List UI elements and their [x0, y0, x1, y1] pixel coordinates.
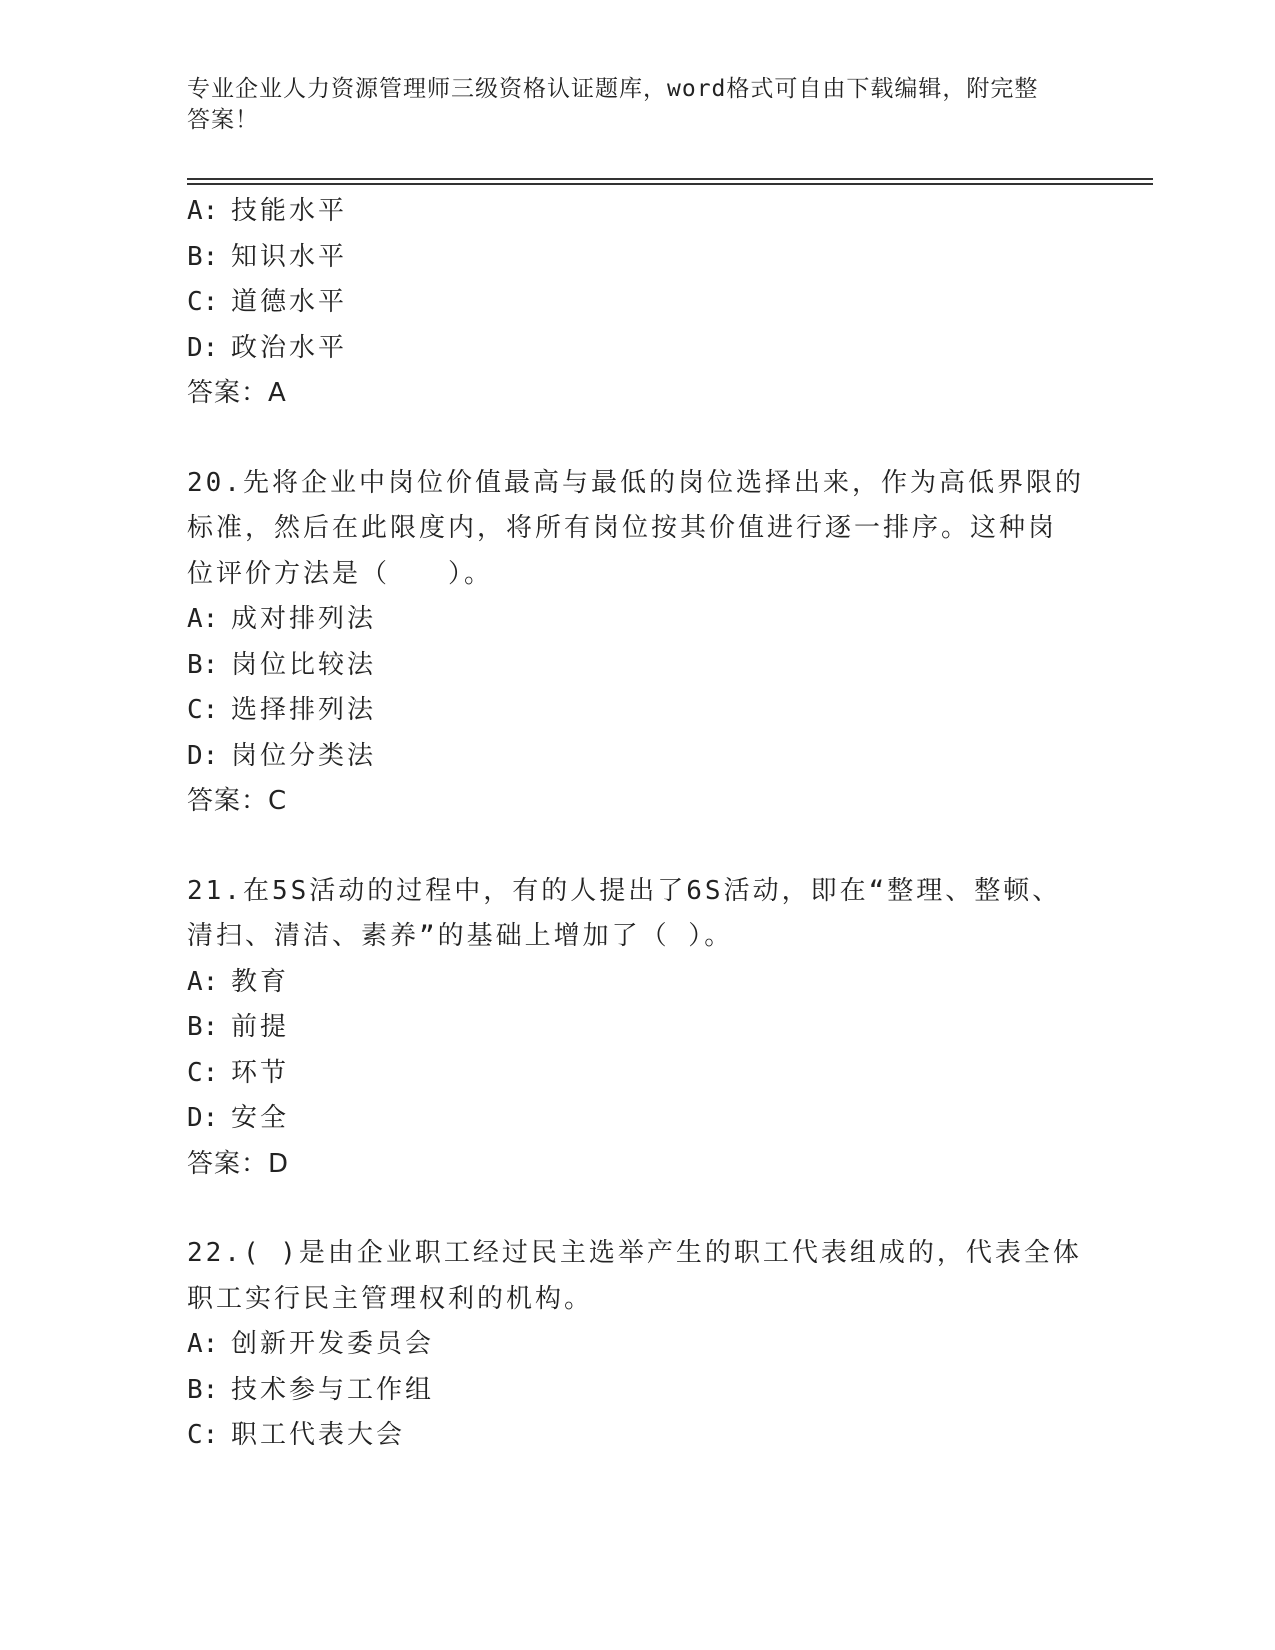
option-d: D: 政治水平 [187, 332, 348, 363]
question-19 [187, 189, 1087, 417]
answer: 答案：D [187, 1148, 290, 1179]
question-20 [187, 461, 1087, 825]
option-b: B: 前提 [187, 1012, 290, 1042]
question-text-line: 标准，然后在此限度内，将所有岗位按其价值进行逐一排序。这种岗 [187, 513, 1058, 543]
header-rule-top [187, 178, 1153, 180]
option-d: D: 岗位分类法 [187, 740, 377, 771]
question-text-line: 职工实行民主管理权利的机构。 [187, 1283, 594, 1314]
option-d: D: 安全 [187, 1103, 290, 1133]
question-22 [187, 1231, 1087, 1459]
answer: 答案：C [187, 786, 288, 816]
option-c: C: 职工代表大会 [187, 1420, 406, 1450]
question-text-line: 位评价方法是（ ）。 [187, 558, 494, 589]
option-a: A: 教育 [187, 966, 290, 997]
option-a: A: 创新开发委员会 [187, 1329, 435, 1359]
question-list [187, 189, 1087, 1459]
option-b: B: 岗位比较法 [187, 649, 377, 680]
header-line-2: 答案！ [187, 107, 259, 133]
option-a: A: 成对排列法 [187, 604, 377, 634]
question-21 [187, 869, 1087, 1188]
header-line-1: 专业企业人力资源管理师三级资格认证题库，word格式可自由下载编辑，附完整 [187, 76, 1039, 102]
option-c: C: 环节 [187, 1057, 290, 1088]
option-b: B: 技术参与工作组 [187, 1374, 435, 1405]
option-c: C: 选择排列法 [187, 695, 377, 725]
header-rule-bottom [187, 183, 1153, 185]
question-text-line: 21.在5S活动的过程中，有的人提出了6S活动，即在“整理、整顿、 [187, 875, 1062, 906]
option-a: A: 技能水平 [187, 196, 348, 226]
question-text-line: 20.先将企业中岗位价值最高与最低的岗位选择出来，作为高低界限的 [187, 467, 1084, 498]
question-text-line: 22.( )是由企业职工经过民主选举产生的职工代表组成的，代表全体 [187, 1238, 1082, 1268]
option-b: B: 知识水平 [187, 241, 348, 272]
question-text-line: 清扫、清洁、素养”的基础上增加了（ ）。 [187, 921, 734, 951]
document-header [187, 74, 1067, 136]
option-c: C: 道德水平 [187, 287, 348, 317]
answer: 答案：A [187, 378, 287, 408]
